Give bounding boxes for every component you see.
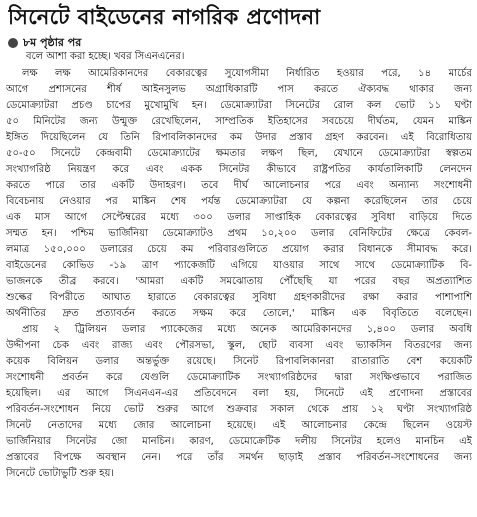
body-line: সম্মত হন। পশ্চিম ভার্জিনিয়া ডেমোক্র্যাটও প্রথম ১০,২০০ ডলার বেনিফিটের ক্ষেত্রে কেবল- bbox=[6, 228, 472, 239]
body-line: লমাত্র ১৫০,০০০ ডলারের চেয়ে কম পরিবারগুলিতে প্রয়োগ করার বিধানকে সীমাবদ্ধ করে। bbox=[6, 244, 472, 255]
intro-line: বলে আশা করা হচ্ছে। খবর সিএনএনের। bbox=[26, 51, 185, 62]
body-line: পরিবর্তন-সংশোধন নিয়ে ভোট শুরুর আগে শুক্রবার সকাল থেকে প্রায় ১২ ঘণ্টা সংখ্যাগরিষ্ঠ bbox=[6, 404, 472, 415]
body-line: ৫০ মিনিটের জন্য উন্মুক্ত রেখেছিলেন, সাম্প্রতিক ইতিহাসের সবচেয়ে দীর্ঘতম, যেমন মাঙ্কিন bbox=[6, 116, 472, 127]
body-line: সিনেট নেতাদের মধ্যে জোর আলোচনা হয়েছে। এই আলোচনার কেন্দ্রে ছিলেন ওয়েস্ট bbox=[6, 420, 472, 431]
body-line: প্রস্তাবের বিপক্ষে অবস্থান নেন। পরে তাঁর সমর্থন ছাড়াই প্রস্তাব পরিবর্তন-সংশোধনের জন্য bbox=[6, 452, 472, 463]
body-line: এক মাস আগে সেপ্টেম্বরের মধ্যে ৩০০ ডলার সাপ্তাহিক বেকারত্বের সুবিধা বাড়িয়ে দিতে bbox=[6, 212, 472, 223]
body-line: হয়েছিল। এর আগে সিএনএন-এর প্রতিবেদনে বলা হয়, সিনেটে এই প্রণোদনা প্রস্তাবের bbox=[6, 388, 472, 399]
body-line: ইঙ্গিত দিয়েছিলেন যে তিনি রিপাবলিকানদের কম উদার প্রস্তাব গ্রহণ করবেন। এই বিরোধিতায় bbox=[6, 132, 472, 143]
body-line: ডেমোক্র্যাটরা প্রচণ্ড চাপের মুখোমুখি হন। ডেমোক্র্যাটরা সিনেটের রোল কল ভোট ১১ ঘণ্টা bbox=[6, 100, 472, 111]
body-line: সিনেটে ভোটাভুটি শুরু হয়। bbox=[6, 468, 114, 479]
body-line: ভাজনকে তীব্র করবে। 'আমরা একটি সমঝোতায় পৌঁছেছি যা পরের বছর অপ্রত্যাশিত bbox=[6, 276, 472, 287]
body-line: উদ্দীপনা চেক এবং রাজ্য এবং পৌরসভা, স্কুল, ছোট ব্যবসা এবং ভ্যাকসিন বিতরণের জন্য bbox=[6, 340, 472, 351]
body-line: কয়েক বিলিয়ন ডলার অন্তর্ভুক্ত রয়েছে। সিনেট রিপাবলিকানরা রাতারাতি বেশ কয়েকটি bbox=[6, 356, 472, 367]
continuation-marker bbox=[8, 36, 81, 50]
body-line: সংখ্যাগরিষ্ঠ নিয়ন্ত্রণ করে এবং একক সিনেটর কীভাবে রাষ্ট্রপতির কার্যতালিকাটি লেনদেন bbox=[6, 164, 472, 175]
body-line: সংশোধনী প্রবর্তন করে যেগুলি ডেমোক্র্যাটিক সংখ্যাগরিষ্ঠদের দ্বারা সংক্ষিপ্তভাবে পরাজিত bbox=[6, 372, 472, 383]
article-headline: সিনেটে বাইডেনের নাগরিক প্রণোদনা bbox=[8, 5, 321, 29]
continued-from-label: ৮ম পৃষ্ঠার পর bbox=[23, 36, 82, 49]
body-line: অর্থনীতির দ্রুত প্রত্যাবর্তন করতে সক্ষম করে তোলে,' মাঙ্কিন এক বিবৃতিতে বলেছেন। bbox=[6, 308, 472, 319]
body-line: বিবেচনায় নেওয়ার পর মাঙ্কিন শেষ পর্যন্ত ডেমোক্র্যাটরা যে কল্পনা করেছিলেন তার চেয়ে bbox=[6, 196, 472, 207]
bullet-icon bbox=[8, 38, 18, 48]
article-body bbox=[6, 66, 472, 514]
body-line: বাইডেনের কোভিড -১৯ ত্রাণ প্যাকেজটি এগিয়ে যাওয়ার সাথে সাথে ডেমোক্র্যাটিক বি- bbox=[6, 260, 472, 271]
body-line: আগে প্রশাসনের শীর্ষ আইনসুলভ অগ্রাধিকারটি পাস করতে ঐক্যবদ্ধ থাকার জন্য bbox=[6, 84, 472, 95]
body-line: প্রায় ২ ট্রিলিয়ন ডলার প্যাকেজের মধ্যে অনেক আমেরিকানদের ১,৪০০ ডলার অবধি bbox=[22, 324, 472, 335]
body-line: লক্ষ লক্ষ আমেরিকানদের বেকারত্বের সুযোগসীমা নির্ধারিত হওয়ার পরে, ১৪ মার্চের bbox=[22, 68, 472, 79]
body-line: ভার্জিনিয়ার সিনেটর জো মানচিন। কারণ, ডেমোক্রেটিক দলীয় সিনেটর হলেও মানচিন এই bbox=[6, 436, 472, 447]
body-line: করতে পারে তার একটি উদাহরণ। তবে দীর্ঘ আলোচনার পরে এবং অন্যান্য সংশোধনী bbox=[6, 180, 472, 191]
body-line: শুল্কের বিপরীতে আঘাত হারাতে বেকারত্বের সুবিধা গ্রহণকারীদের রক্ষা করার পাশাপাশি bbox=[6, 292, 472, 303]
body-line: ৫০-৫০ সিনেটে কেন্দ্রবামী ডেমোক্র্যাটের ক্ষমতার লক্ষণ ছিল, যেখানে ডেমোক্র্যাটরা স্বল্পতম bbox=[6, 148, 472, 159]
